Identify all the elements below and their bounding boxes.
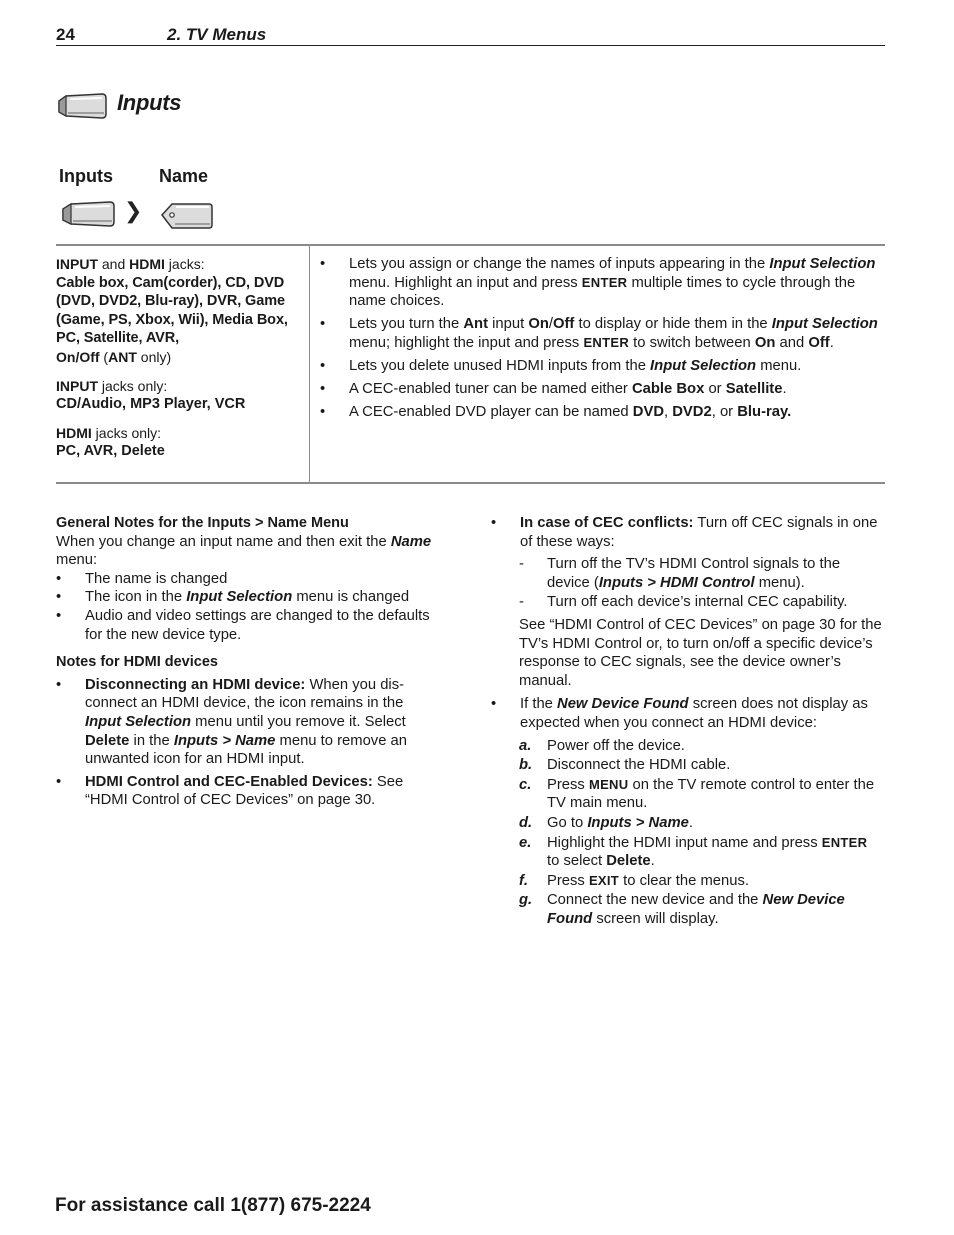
text: DVD [632, 404, 665, 421]
list-item [56, 570, 436, 589]
table-right-cell [320, 255, 882, 426]
text: and [775, 334, 809, 351]
input-jack-icon [56, 92, 108, 125]
name-group-input [56, 377, 302, 414]
name-values: PC, AVR, Delete [56, 443, 165, 460]
text: . [688, 814, 693, 831]
text: menu is changed [292, 589, 410, 606]
step-item [519, 737, 883, 756]
label: jacks only: [98, 377, 168, 394]
list-item [56, 676, 436, 769]
menu-name: New Device Found [557, 696, 689, 713]
step-item [519, 814, 883, 833]
text: Disconnecting an HDMI device: [85, 676, 306, 693]
bullet: • [320, 316, 326, 333]
label: and [98, 256, 130, 272]
table-bottom-rule [56, 482, 885, 484]
text: A CEC-enabled DVD player can be named [349, 404, 633, 421]
chevron-right-icon: ❯ [124, 198, 143, 223]
label: ANT [108, 348, 137, 365]
bullet: • [491, 515, 497, 531]
menu-name: Input Selection [650, 357, 757, 374]
menu-name: Input Selection [85, 713, 192, 730]
text: Disconnect the HDMI cable. [547, 757, 731, 774]
breadcrumb-name: Name [159, 166, 209, 186]
bullet: • [56, 607, 62, 624]
name-group-hdmi [56, 424, 302, 461]
text: The icon in the [85, 589, 187, 606]
section-title: Inputs [117, 90, 182, 115]
bullet: • [320, 404, 326, 421]
menu-name: Input Selection [771, 316, 878, 333]
text: . [650, 853, 655, 870]
step-item [519, 776, 883, 813]
key-name: ENTER [821, 834, 868, 850]
text: Delete [85, 732, 130, 749]
text: Turn off each device’s internal CEC capability. [547, 594, 848, 611]
step-marker: g. [519, 892, 533, 909]
text: See “HDMI Control of CEC Devices” on page 30. [85, 773, 404, 809]
text: . [829, 334, 834, 351]
input-jack-icon [60, 200, 116, 233]
text: When you dis-connect an HDMI device, the icon remains in the [85, 676, 405, 712]
text: Audio and video settings are changed to the defaults for the new device type. [85, 607, 430, 643]
list-item [491, 514, 883, 551]
text: In case of CEC conflicts: [520, 515, 694, 531]
text: Lets you turn the [349, 316, 464, 333]
text: Highlight the HDMI input name and press [547, 834, 822, 851]
key-name: ENTER [581, 274, 628, 290]
text: Lets you delete unused HDMI inputs from the [349, 357, 651, 374]
step-marker: d. [519, 814, 533, 831]
text: / [548, 316, 553, 333]
list-item [491, 695, 883, 732]
menu-name: Inputs > Name [587, 814, 689, 831]
text: on the TV remote control to enter the TV main menu. [547, 776, 875, 812]
list-item [320, 403, 882, 422]
label: jacks: [164, 256, 205, 272]
text: , [664, 404, 673, 421]
text: A CEC-enabled tuner can be named either [349, 381, 632, 398]
table-divider [309, 245, 310, 482]
text: The name is changed [85, 570, 228, 587]
text: Turn off CEC signals in one of these ways: [520, 515, 878, 550]
bullet: • [56, 676, 62, 693]
bullet: • [56, 570, 62, 587]
bullet: • [320, 381, 326, 398]
label: ( [99, 348, 109, 365]
label: INPUT [56, 256, 98, 272]
step-marker: e. [519, 834, 532, 851]
key-name: ENTER [583, 334, 630, 350]
step-marker: f. [519, 872, 529, 889]
text: menu until you remove it. Select [191, 713, 406, 730]
text: DVD2 [672, 404, 712, 421]
list-item [56, 607, 436, 644]
text: HDMI Control and CEC-Enabled Devices: [85, 773, 373, 790]
list-item [320, 357, 882, 376]
table-left-cell [56, 255, 302, 471]
text: in the [129, 732, 174, 749]
text: Ant [463, 316, 488, 333]
text: screen does not display as expected when you connect an HDMI device: [520, 696, 868, 731]
text: Delete [606, 853, 651, 870]
text: Power off the device. [547, 737, 685, 754]
text: menu. Highlight an input and press [349, 274, 582, 291]
cec-reference: See “HDMI Control of CEC Devices” on page 30 for the TV’s HDMI Control or, to turn on/off a specific device’s response to CEC signals, see the device owner’s manual. [519, 616, 882, 689]
menu-name: Inputs > HDMI Control [598, 574, 755, 591]
dash: - [519, 594, 524, 611]
bullet: • [491, 696, 497, 713]
text: menu). [754, 574, 805, 591]
step-item [519, 872, 883, 891]
notes-column-left [56, 514, 436, 814]
page-number: 24 [56, 25, 75, 44]
text: Off [808, 334, 830, 351]
name-values: Cable box, Cam(corder), CD, DVD (DVD, DVD2, Blu-ray), DVR, Game (Game, PS, Xbox, Wii), Media Box, PC, Satellite, AVR, [56, 274, 288, 347]
text: If the [520, 696, 558, 713]
assistance-footer: For assistance call 1(877) 675-2224 [55, 1195, 371, 1216]
list-item [56, 588, 436, 607]
list-item [56, 773, 436, 810]
name-values: CD/Audio, MP3 Player, VCR [56, 396, 246, 413]
text: menu to remove an unwanted icon for an HDMI input. [85, 732, 408, 768]
step-marker: c. [519, 776, 532, 793]
table-top-rule [56, 244, 885, 246]
list-item [320, 315, 882, 352]
text: menu. [756, 357, 802, 374]
text: Turn off the TV’s HDMI Control signals to the device ( [547, 556, 841, 591]
step-item [519, 891, 883, 928]
list-item [519, 593, 883, 612]
list-item [320, 380, 882, 399]
breadcrumb-inputs: Inputs [59, 166, 113, 186]
text: to select [547, 853, 607, 870]
bullet: • [320, 256, 326, 272]
text: to clear the menus. [619, 872, 749, 889]
text: Go to [547, 814, 588, 831]
dash: - [519, 556, 524, 573]
text: to switch between [629, 334, 755, 351]
bullet: • [56, 773, 62, 790]
menu-name: Input Selection [769, 256, 876, 272]
general-notes-heading: General Notes for the Inputs > Name Menu [56, 515, 349, 531]
menu-name: Inputs > Name [173, 732, 276, 749]
text: On [528, 316, 549, 333]
key-name: MENU [588, 776, 629, 792]
list-item [320, 255, 882, 311]
bullet: • [320, 357, 326, 374]
name-group-input-hdmi [56, 255, 302, 367]
text: Off [553, 316, 575, 333]
hdmi-notes-heading: Notes for HDMI devices [56, 654, 218, 671]
label: HDMI [129, 256, 165, 272]
text: Satellite [725, 381, 783, 398]
menu-name: Name [390, 533, 432, 550]
step-marker: b. [519, 757, 533, 774]
step-item [519, 756, 883, 775]
text: Press [547, 776, 589, 793]
header-rule [56, 45, 885, 46]
label: INPUT [56, 377, 98, 394]
name-tag-icon [160, 200, 214, 235]
list-item [519, 555, 883, 592]
menu-name: Input Selection [186, 589, 293, 606]
notes-column-right [491, 514, 883, 929]
text: or [704, 381, 726, 398]
text: menu; highlight the input and press [349, 334, 584, 351]
label: only) [136, 348, 172, 365]
text: input [488, 316, 529, 333]
text: menu: [56, 552, 98, 569]
text: Connect the new device and the [547, 892, 763, 909]
menu-name: New Device Found [547, 892, 845, 927]
step-marker: a. [519, 737, 532, 754]
bullet: • [56, 589, 62, 606]
text: multiple times to cycle through the name choices. [349, 274, 856, 310]
text: to display or hide them in the [574, 316, 772, 333]
step-item [519, 834, 883, 871]
text: When you change an input name and then exit the [56, 533, 391, 550]
chapter-title: 2. TV Menus [167, 25, 267, 44]
text: , or [711, 404, 738, 421]
text: screen will display. [592, 910, 719, 927]
general-notes-intro [56, 533, 436, 570]
text: Blu-ray. [737, 404, 792, 421]
text: Press [547, 872, 589, 889]
text: On [754, 334, 776, 351]
label: jacks only: [91, 424, 162, 441]
label: On/Off [56, 348, 100, 365]
text: Lets you assign or change the names of inputs appearing in the [349, 256, 770, 272]
text: . [782, 381, 787, 398]
label: HDMI [56, 424, 92, 441]
text: Cable Box [631, 381, 705, 398]
key-name: EXIT [588, 872, 620, 888]
